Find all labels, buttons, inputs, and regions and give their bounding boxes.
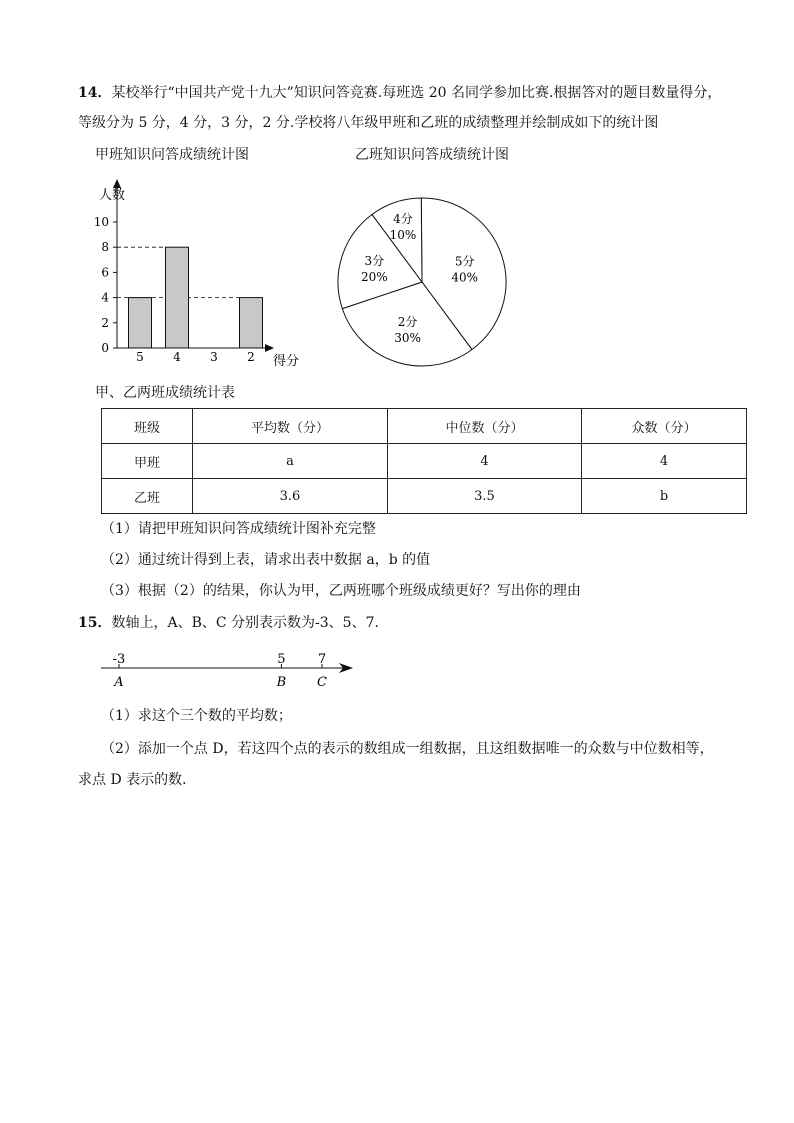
table-row [102,479,747,514]
number-line [95,645,365,695]
bar-chart-xlabel: 得分 [273,354,300,369]
number-line-value: 5 [277,652,286,667]
bar [240,298,263,348]
y-tick-label: 4 [101,290,109,305]
pie-slice-label: 2分 [397,314,418,329]
score-stats-table [101,408,747,514]
number-line-letter: B [276,675,287,690]
q15-stem: 数轴上，A、B、C 分别表示数为-3、5、7． [111,615,389,631]
bar-chart-ylabel: 人数 [99,188,126,203]
table-header-cell: 众数（分） [582,409,747,444]
q14-sub3: （3）根据（2）的结果，你认为甲，乙两班哪个班级成绩更好？写出你的理由 [101,583,581,599]
q14-stem-line1: 某校举行“中国共产党十九大”知识问答竞赛.每班选 20 名同学参加比赛.根据答对的题目数量得分， [111,85,722,101]
q15-sub1: （1）求这个三个数的平均数； [101,708,292,724]
x-tick-label: 3 [210,350,218,364]
table-row [102,444,747,479]
number-line-points [113,652,327,690]
pie-slice-percent: 20% [360,269,388,284]
pie-slice-percent: 10% [389,228,417,243]
table-cell: 乙班 [102,479,193,514]
table-cell: 3.6 [193,479,388,514]
table-cell: b [582,479,747,514]
table-cell: 4 [582,444,747,479]
x-tick-label: 2 [247,350,255,364]
pie-slice-percent: 30% [394,330,421,345]
number-line-value: 7 [317,652,327,667]
table-header-row [102,409,747,444]
y-tick-label: 2 [101,315,109,330]
q15-sub2-line1: （2）添加一个点 D，若这四个点的表示的数组成一组数据，且这组数据唯一的众数与中位数相等， [101,741,714,757]
x-axis-arrow-icon [265,344,274,352]
bar-chart-xticks [136,350,255,364]
chart-a-title: 甲班知识问答成绩统计图 [95,147,249,163]
table-header-cell: 中位数（分） [388,409,582,444]
y-tick-label: 0 [101,341,109,355]
table-cell: 4 [388,444,582,479]
pie-slice-label: 5分 [454,254,475,269]
y-axis-arrow-icon [113,179,121,188]
y-tick-label: 6 [101,265,109,280]
table-header-cell: 班级 [102,409,193,444]
x-tick-label: 4 [173,350,181,364]
bar [166,247,189,348]
bar-chart [80,175,310,375]
q14-line1 [78,83,721,103]
table-header-cell: 平均数（分） [193,409,388,444]
bar [129,298,152,348]
q14-sub1: （1）请把甲班知识问答成绩统计图补充完整 [101,521,376,537]
table-cell: a [193,444,388,479]
chart-b-title: 乙班知识问答成绩统计图 [355,147,509,163]
q14-sub2: （2）通过统计得到上表，请求出表中数据 a，b 的值 [101,552,431,568]
y-tick-label: 10 [93,215,109,229]
pie-slice-percent: 40% [451,270,479,285]
table-cell: 甲班 [102,444,193,479]
q14-stem-line2: 等级分为 5 分，4 分，3 分，2 分.学校将八年级甲班和乙班的成绩整理并绘制成如下的统计图 [78,115,659,131]
table-cell: 3.5 [388,479,582,514]
table-title: 甲、乙两班成绩统计表 [95,385,235,401]
q15-sub2-line2: 求点 D 表示的数． [78,772,197,788]
number-line-letter: A [114,675,124,690]
x-tick-label: 5 [136,350,144,364]
y-tick-label: 8 [101,240,109,255]
number-line-letter: C [317,675,327,690]
q15-line1 [78,613,389,633]
q14-number: 14． [78,85,112,101]
pie-chart [330,182,520,372]
q15-number: 15． [78,615,112,631]
bar-chart-yticks [94,215,117,355]
pie-slice-label: 4分 [393,212,413,227]
number-line-value: -3 [112,652,126,667]
pie-slice-label: 3分 [364,253,385,268]
